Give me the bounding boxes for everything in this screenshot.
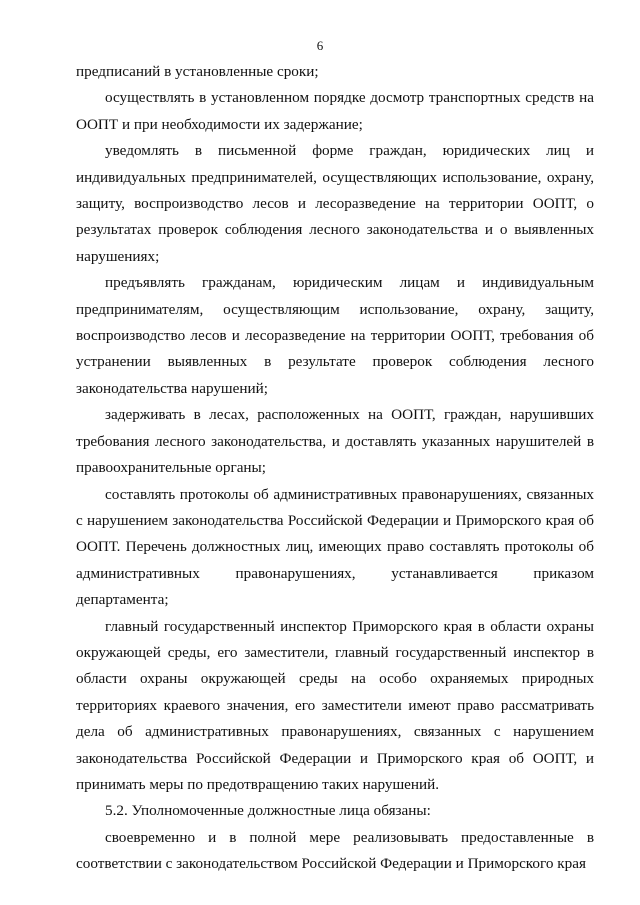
paragraph-inspect-vehicles: осуществлять в установленном порядке досмотр транспортных средств на ООПТ и при необходимости их задержание; <box>76 89 594 133</box>
paragraph-continuation: предписаний в установленные сроки; <box>76 63 319 80</box>
paragraph-implement-powers: своевременно и в полной мере реализовывать предоставленные в соответствии с законодательством Российской Федерации и Приморского края <box>76 828 594 873</box>
paragraph-chief-inspector: главный государственный инспектор Приморского края в области охраны окружающей среды, его заместители, главный государственный инспектор в области охраны окружающей среды на особо охраняемых природных территориях краевого значения, его заместители имеют право рассматривать дела об административных правонарушениях, связанных с нарушением законодательства Российской Федерации и Приморского края об ООПТ, и принимать меры по предотвращению таких нарушений. <box>76 617 594 793</box>
paragraph-present-requirements: предъявлять гражданам, юридическим лицам и индивидуальным предпринимателям, осуществляющим использование, охрану, защиту, воспроизводство лесов и лесоразведение на территории ООПТ, требования об устранении выявленных в результате проверок соблюдения лесного законодательства нарушений; <box>76 274 594 397</box>
page-number: 6 <box>316 38 324 53</box>
paragraph-notify-results: уведомлять в письменной форме граждан, юридических лиц и индивидуальных предпринимателей, осуществляющих использование, охрану, защиту, воспроизводство лесов и лесоразведение на территории ООПТ, о результатах проверок соблюдения лесного законодательства и о выявленных нарушениях; <box>76 142 594 265</box>
paragraph-detain-violators: задерживать в лесах, расположенных на ООПТ, граждан, нарушивших требования лесного законодательства, и доставлять указанных нарушителей в правоохранительные органы; <box>76 406 594 477</box>
paragraph-section-5-2: 5.2. Уполномоченные должностные лица обязаны: <box>105 802 431 820</box>
document-body <box>76 59 594 878</box>
paragraph-draw-up-protocols: составлять протоколы об административных правонарушениях, связанных с нарушением законодательства Российской Федерации и Приморского края об ООПТ. Перечень должностных лиц, имеющих право составлять протоколы об административных правонарушениях, устанавливается приказом департамента; <box>76 485 594 609</box>
